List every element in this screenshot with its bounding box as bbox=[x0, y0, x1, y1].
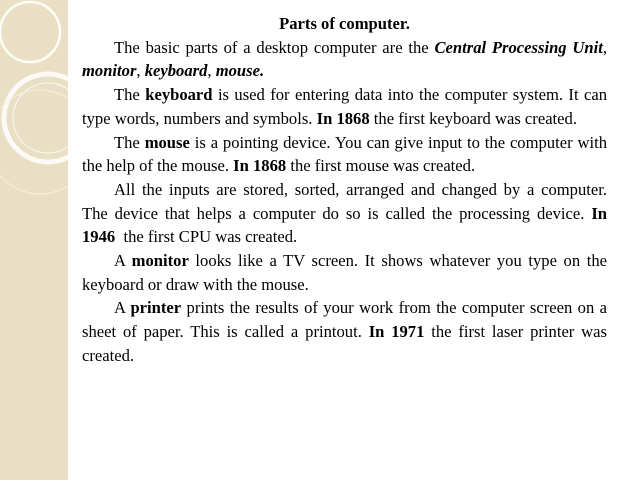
paragraph-basic-parts bbox=[82, 36, 607, 83]
text: looks like a TV screen. It shows whatever you type on the keyboard or draw with the mouse. bbox=[82, 251, 608, 294]
term-cpu: Central Processing Unit bbox=[434, 37, 603, 57]
text: All the inputs are stored, sorted, arranged and changed by a computer. The device that helps a computer do so is called the processing device. bbox=[82, 179, 607, 223]
term-keyboard: keyboard bbox=[145, 85, 213, 105]
term-monitor: monitor bbox=[82, 61, 137, 81]
text: the first laser printer was created. bbox=[82, 322, 607, 365]
year-mouse: In 1868 bbox=[233, 156, 287, 176]
term-mouse: mouse bbox=[144, 132, 190, 152]
text: The basic parts of a desktop computer are the bbox=[114, 37, 435, 57]
text: A bbox=[114, 298, 131, 318]
separator: , bbox=[602, 37, 607, 57]
slide-title: Parts of computer. bbox=[279, 14, 410, 33]
text: A bbox=[114, 251, 132, 271]
text: is a pointing device. You can give input to the computer with the help of the mouse. bbox=[82, 132, 607, 176]
decorative-circles bbox=[0, 0, 68, 480]
text: the first CPU was created. bbox=[115, 227, 298, 247]
term-mouse: mouse. bbox=[215, 61, 265, 81]
text: is used for entering data into the computer system. It can type words, numbers and symbols. bbox=[82, 85, 607, 128]
text: the first mouse was created. bbox=[286, 156, 476, 176]
term-keyboard: keyboard bbox=[144, 61, 208, 81]
year-printer: In 1971 bbox=[368, 322, 425, 342]
slide-content bbox=[82, 12, 607, 368]
separator: , bbox=[207, 61, 216, 81]
year-keyboard: In 1868 bbox=[316, 108, 370, 128]
paragraph-mouse bbox=[82, 131, 607, 178]
paragraph-processing bbox=[82, 178, 607, 249]
text: the first keyboard was created. bbox=[369, 108, 577, 128]
paragraph-monitor bbox=[82, 249, 607, 296]
term-printer: printer bbox=[130, 298, 182, 318]
term-monitor: monitor bbox=[131, 251, 189, 271]
separator: , bbox=[136, 61, 145, 81]
text: The bbox=[114, 85, 146, 105]
decorative-side-band bbox=[0, 0, 68, 480]
text: The bbox=[114, 132, 145, 152]
paragraph-keyboard bbox=[82, 83, 607, 130]
paragraph-printer bbox=[82, 296, 607, 367]
year-cpu: In 1946 bbox=[82, 203, 607, 247]
text: prints the results of your work from the computer screen on a sheet of paper. This is called a printout. bbox=[82, 298, 607, 342]
